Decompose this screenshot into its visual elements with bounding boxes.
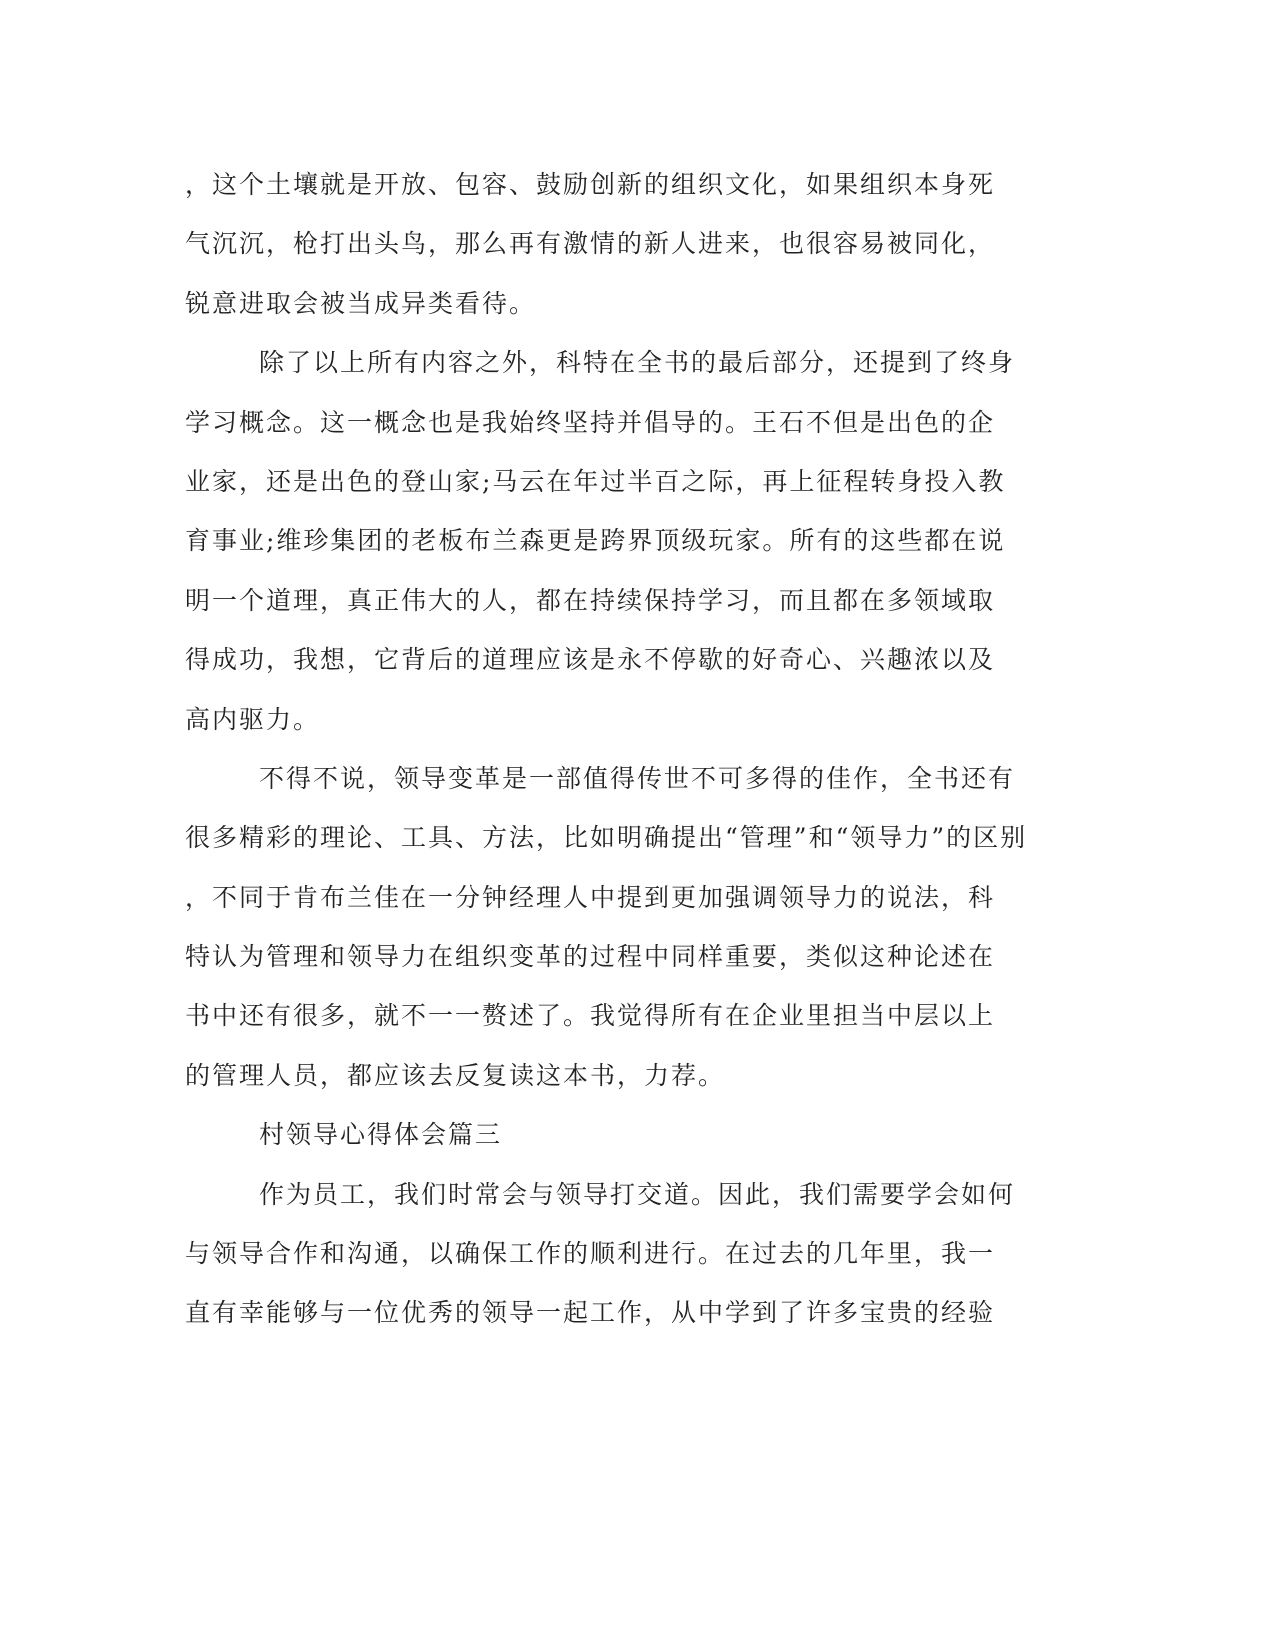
text-line: 高内驱力。 xyxy=(185,704,321,734)
paragraph-start-line: 除了以上所有内容之外，科特在全书的最后部分，还提到了终身 xyxy=(259,348,1016,378)
text-line: 特认为管理和领导力在组织变革的过程中同样重要，类似这种论述在 xyxy=(185,942,996,972)
text-line: ，不同于肯布兰佳在一分钟经理人中提到更加强调领导力的说法，科 xyxy=(185,882,996,912)
text-line: 与领导合作和沟通，以确保工作的顺利进行。在过去的几年里，我一 xyxy=(185,1239,996,1269)
text-line: ，这个土壤就是开放、包容、鼓励创新的组织文化，如果组织本身死 xyxy=(185,170,996,199)
text-line: 气沉沉，枪打出头鸟，那么再有激情的新人进来，也很容易被同化， xyxy=(185,229,996,259)
paragraph-start-line: 作为员工，我们时常会与领导打交道。因此，我们需要学会如何 xyxy=(259,1179,1016,1209)
paragraph-start-line: 不得不说，领导变革是一部值得传世不可多得的佳作，全书还有 xyxy=(259,763,1016,793)
document-body xyxy=(185,155,1070,1343)
text-line: 的管理人员，都应该去反复读这本书，力荐。 xyxy=(185,1060,726,1090)
text-line: 锐意进取会被当成异类看待。 xyxy=(185,288,537,318)
text-line: 直有幸能够与一位优秀的领导一起工作，从中学到了许多宝贵的经验 xyxy=(185,1298,996,1328)
section-heading: 村领导心得体会篇三 xyxy=(259,1120,503,1150)
text-line: 学习概念。这一概念也是我始终坚持并倡导的。王石不但是出色的企 xyxy=(185,407,996,437)
text-line: 得成功，我想，它背后的道理应该是永不停歇的好奇心、兴趣浓以及 xyxy=(185,645,996,675)
text-line: 很多精彩的理论、工具、方法，比如明确提出“管理”和“领导力”的区别 xyxy=(185,823,1028,853)
text-line: 明一个道理，真正伟大的人，都在持续保持学习，而且都在多领域取 xyxy=(185,585,996,615)
text-line: 育事业;维珍集团的老板布兰森更是跨界顶级玩家。所有的这些都在说 xyxy=(185,526,1006,556)
text-line: 业家，还是出色的登山家;马云在年过半百之际，再上征程转身投入教 xyxy=(185,466,1006,496)
text-line: 书中还有很多，就不一一赘述了。我觉得所有在企业里担当中层以上 xyxy=(185,1001,996,1031)
